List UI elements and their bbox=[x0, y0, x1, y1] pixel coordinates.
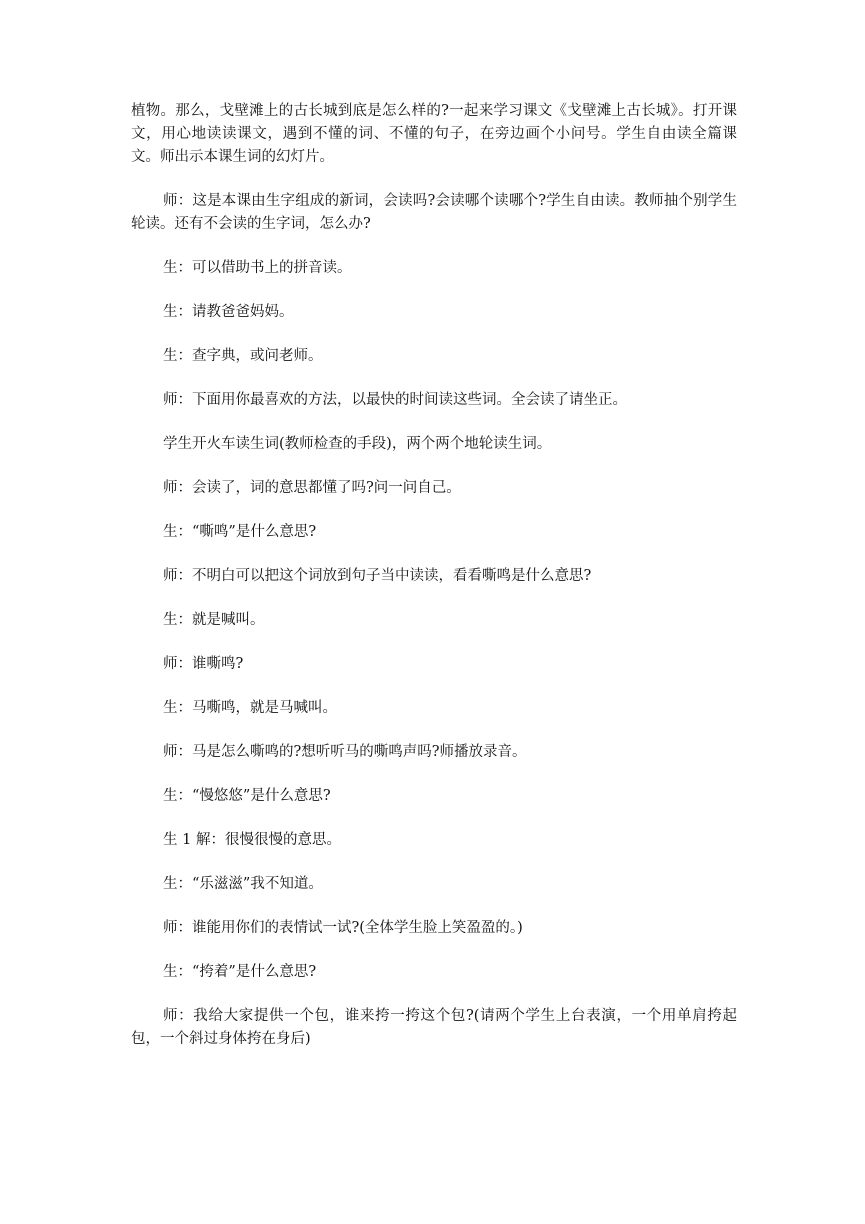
paragraph: 师：谁能用你们的表情试一试?(全体学生脸上笑盈盈的。) bbox=[163, 920, 523, 936]
paragraph: 学生开火车读生词(教师检查的手段)，两个两个地轮读生词。 bbox=[163, 436, 552, 452]
paragraph: 师：下面用你最喜欢的方法，以最快的时间读这些词。全会读了请坐正。 bbox=[163, 392, 627, 408]
paragraph: 生：“慢悠悠”是什么意思? bbox=[163, 788, 331, 804]
paragraph: 生：“挎着”是什么意思? bbox=[163, 964, 317, 980]
paragraph: 师：这是本课由生字组成的新词，会读吗?会读哪个读哪个?学生自由读。教师抽个别学生轮读。还有不会读的生字词，怎么办? bbox=[131, 193, 737, 232]
paragraph: 生：查字典，或问老师。 bbox=[163, 348, 323, 364]
paragraph: 生：“嘶鸣”是什么意思? bbox=[163, 524, 317, 540]
paragraph: 生：可以借助书上的拼音读。 bbox=[163, 260, 352, 276]
paragraph: 师：不明白可以把这个词放到句子当中读读，看看嘶鸣是什么意思? bbox=[163, 568, 592, 584]
paragraph: 师：会读了，词的意思都懂了吗?问一问自己。 bbox=[163, 480, 461, 496]
paragraph: 生：就是喊叫。 bbox=[163, 612, 265, 628]
paragraph: 生 1 解：很慢很慢的意思。 bbox=[163, 832, 341, 848]
paragraph: 植物。那么，戈壁滩上的古长城到底是怎么样的?一起来学习课文《戈壁滩上古长城》。打开课文，用心地读读课文，遇到不懂的词、不懂的句子，在旁边画个小问号。学生自由读全篇课文。师出示本课生词的幻灯片。 bbox=[131, 103, 737, 165]
document-body bbox=[131, 100, 737, 1072]
paragraph: 生：马嘶鸣，就是马喊叫。 bbox=[163, 700, 337, 716]
paragraph: 师：谁嘶鸣? bbox=[163, 656, 244, 672]
paragraph: 师：马是怎么嘶鸣的?想听听马的嘶鸣声吗?师播放录音。 bbox=[163, 744, 527, 760]
paragraph: 生：请教爸爸妈妈。 bbox=[163, 304, 294, 320]
paragraph: 师：我给大家提供一个包，谁来挎一挎这个包?(请两个学生上台表演，一个用单肩挎起包，一个斜过身体挎在身后) bbox=[131, 1008, 737, 1047]
paragraph: 生：“乐滋滋”我不知道。 bbox=[163, 876, 323, 892]
